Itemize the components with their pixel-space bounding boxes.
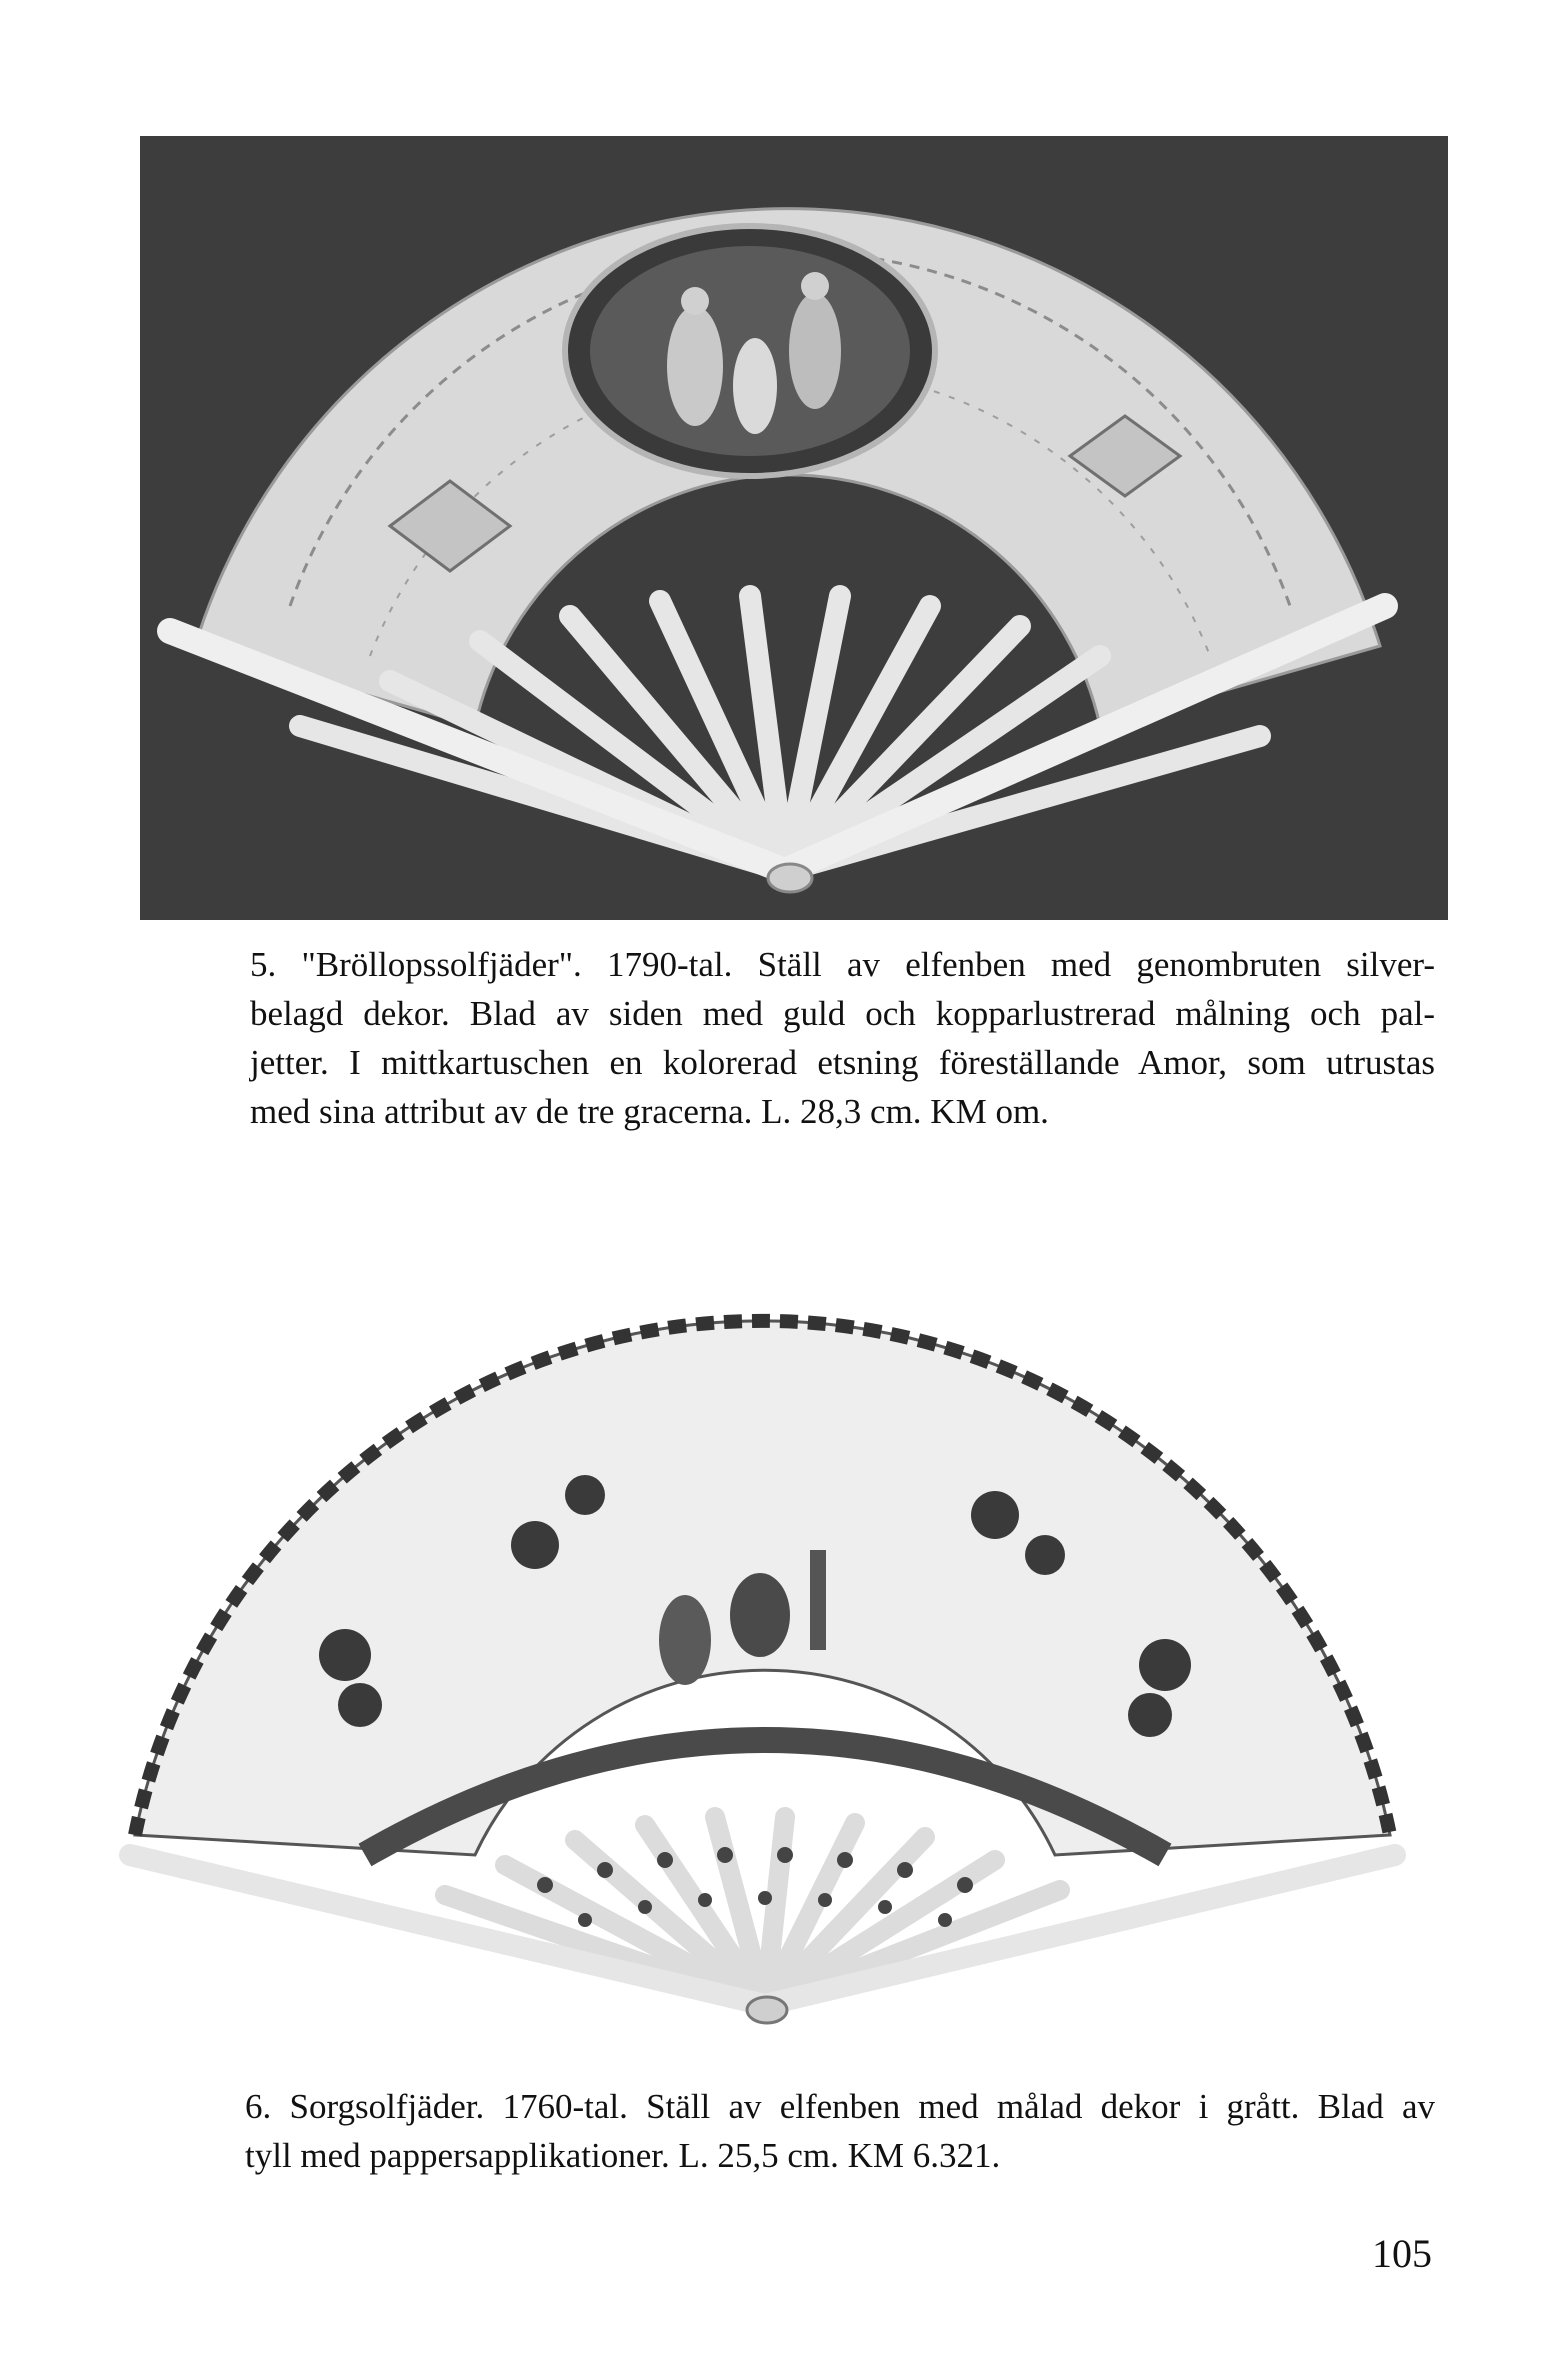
caption-line: 6. Sorgsolfjäder. 1760-tal. Ställ av elfenben med målad dekor i grått. Blad av	[245, 2087, 1435, 2126]
figure-6-caption	[245, 2082, 1435, 2180]
caption-line: belagd dekor. Blad av siden med guld och kopparlustrerad målning och pal-	[250, 994, 1435, 1033]
fan-photo-mourning	[115, 1295, 1410, 2025]
caption-line: med sina attribut av de tre gracerna. L. 28,3 cm. KM om.	[250, 1092, 1049, 1131]
fan-photo-wedding	[140, 136, 1448, 920]
caption-line: 5. "Bröllopssolfjäder". 1790-tal. Ställ av elfenben med genombruten silver-	[250, 945, 1435, 984]
page-number: 105	[1372, 2231, 1432, 2276]
caption-line: jetter. I mittkartuschen en kolorerad etsning föreställande Amor, som utrustas	[250, 1043, 1435, 1082]
figure-5-caption	[250, 940, 1435, 1136]
caption-line: tyll med pappersapplikationer. L. 25,5 cm. KM 6.321.	[245, 2136, 1001, 2175]
fan-illustration-wedding	[140, 136, 1448, 920]
fan-illustration-mourning	[115, 1295, 1410, 2025]
